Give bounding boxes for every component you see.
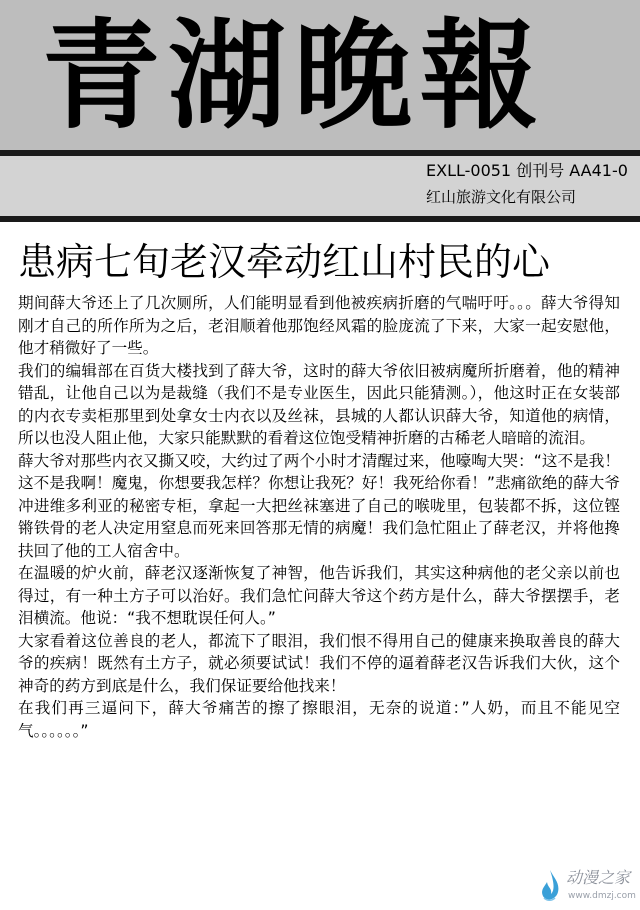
article-headline: 患病七旬老汉牵动红山村民的心	[18, 240, 551, 284]
publisher-name: 红山旅游文化有限公司	[426, 188, 577, 206]
article-paragraph: 在我们再三逼问下，薛大爷痛苦的擦了擦眼泪，无奈的说道：”人奶，而且不能见空气。。。。。。”	[18, 699, 620, 740]
flame-drop-icon	[538, 868, 562, 904]
issue-info-band	[0, 156, 640, 216]
article-paragraph: 期间薛大爷还上了几次厕所，人们能明显看到他被疾病折磨的气喘吁吁。。。薛大爷得知刚才自己的所作所为之后，老泪顺着他那饱经风霜的脸庞流了下来，大家一起安慰他，他才稍微好了一些。	[18, 294, 620, 357]
article-paragraph: 薛大爷对那些内衣又撕又咬，大约过了两个小时才清醒过来，他嚎啕大哭：“这不是我！这不是我啊！魔鬼，你想要我怎样？你想让我死？好！我死给你看！”悲痛欲绝的薛大爷冲进维多利亚的秘密专柜，拿起一大把丝袜塞进了自己的喉咙里，包装都不拆，这位铿锵铁骨的老人决定用窒息而死来回答那无情的病魔！我们急忙阻止了薛老汉，并将他搀扶回了他的工人宿舍中。	[18, 451, 620, 560]
watermark-url: www.dmzj.com	[568, 891, 636, 901]
article-paragraph: 我们的编辑部在百货大楼找到了薛大爷，这时的薛大爷依旧被病魔所折磨着，他的精神错乱，让他自己以为是裁缝（我们不是专业医生，因此只能猜测。），他这时正在女装部的内衣专卖柜那里到处拿女士内衣以及丝袜，县城的人都认识薛大爷，知道他的病情，所以也没人阻止他，大家只能默默的看着这位饱受精神折磨的古稀老人暗暗的流泪。	[18, 361, 620, 447]
newspaper-title: 青湖晚報	[42, 7, 547, 145]
watermark-brand: 动漫之家	[566, 868, 631, 887]
article-paragraph: 大家看着这位善良的老人，都流下了眼泪，我们恨不得用自己的健康来换取善良的薛大爷的疾病！既然有土方子，就必须要试试！我们不停的逼着薛老汉告诉我们大伙，这个神奇的药方到底是什么，我们保证要给他找来！	[18, 631, 620, 695]
site-watermark	[538, 864, 638, 908]
masthead-divider-bottom	[0, 216, 640, 222]
article-body	[18, 292, 620, 742]
masthead	[0, 0, 640, 150]
article-paragraph: 在温暖的炉火前，薛老汉逐渐恢复了神智，他告诉我们，其实这种病他的老父亲以前也得过，有一种土方子可以治好。我们急忙问薛大爷这个药方是什么，薛大爷摆摆手，老泪横流。他说：“我不想耽误任何人。”	[18, 564, 620, 627]
issue-number: EXLL-0051 创刊号 AA41-0	[426, 161, 628, 180]
